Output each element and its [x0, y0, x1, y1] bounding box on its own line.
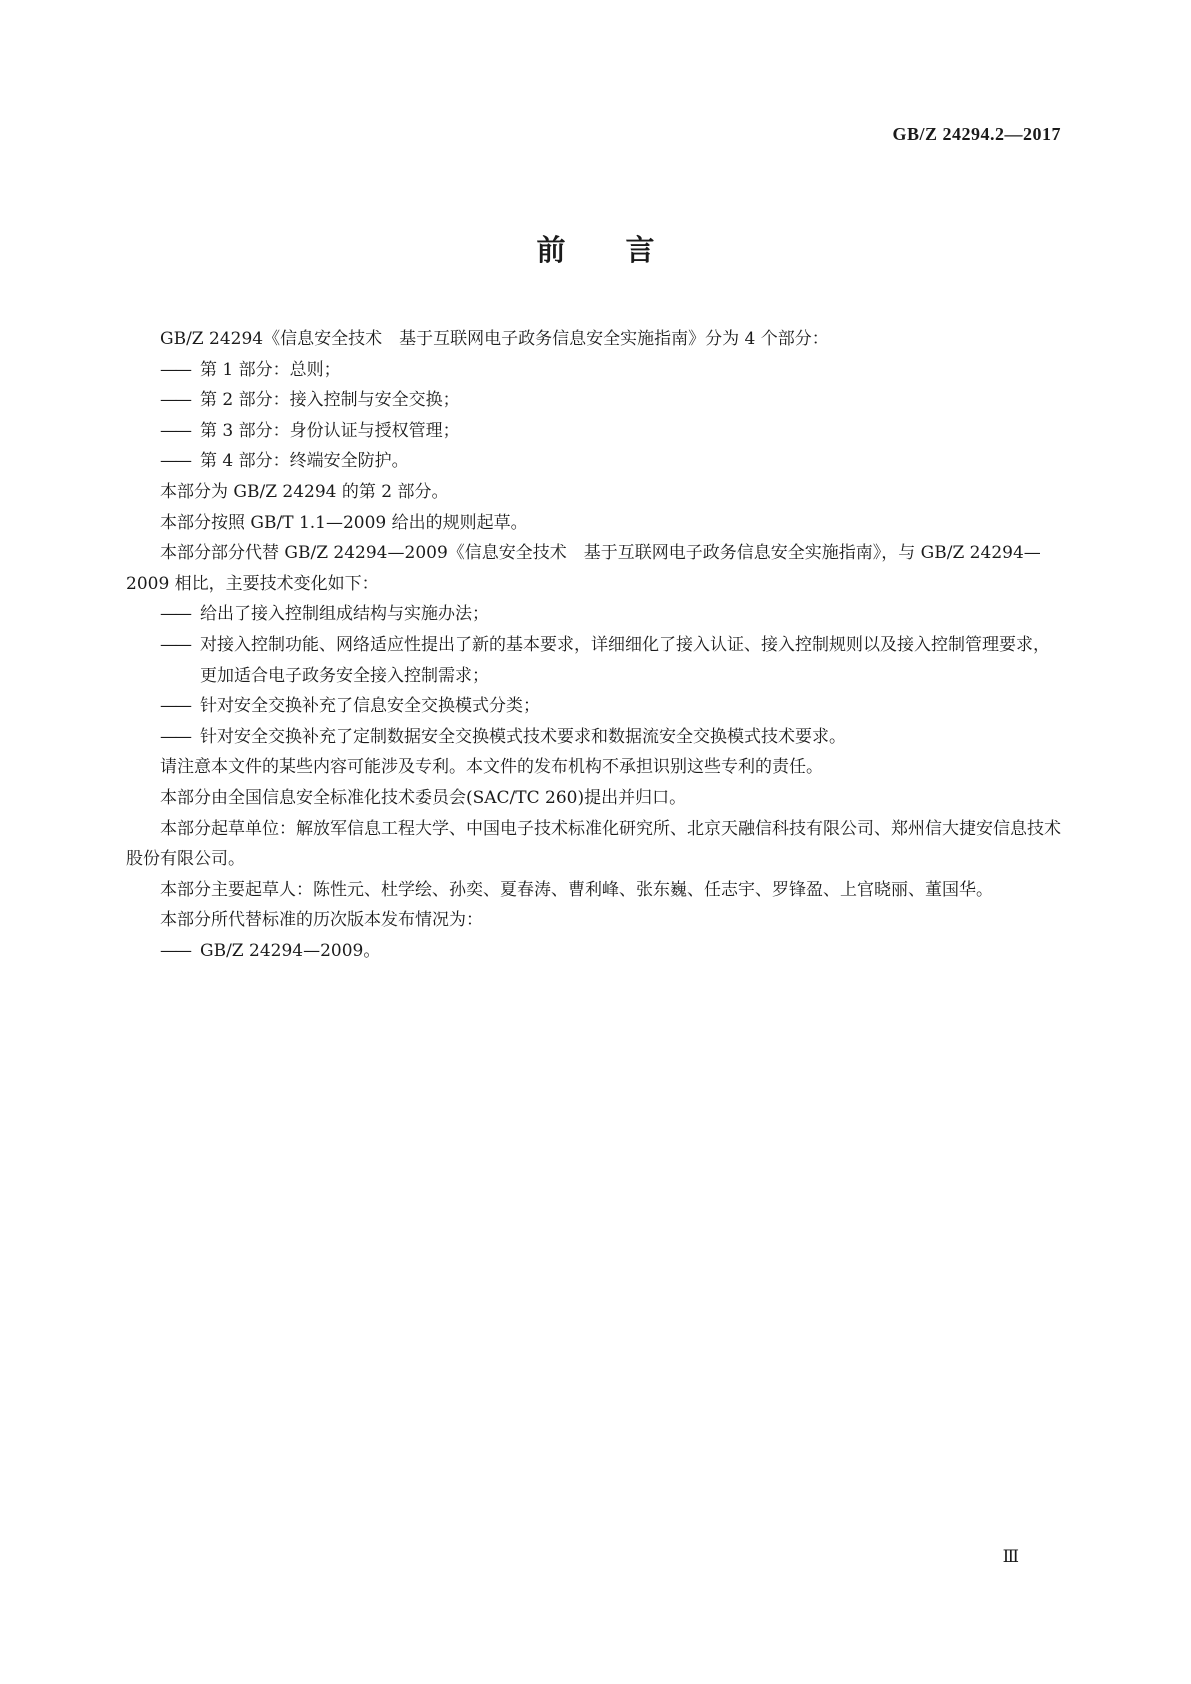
- intro-paragraph: GB/Z 24294《信息安全技术 基于互联网电子政务信息安全实施指南》分为 4 个部分：: [160, 329, 829, 349]
- drafters-paragraph: 本部分主要起草人：陈性元、杜学绘、孙奕、夏春涛、曹利峰、张东巍、任志宇、罗锋盈、上官晓丽、董国华。: [160, 879, 993, 900]
- dash-mark: ——: [160, 359, 190, 380]
- dash-mark: ——: [160, 604, 190, 625]
- list-item: —— 第 3 部分：身份认证与授权管理；: [126, 416, 1064, 447]
- part-of-paragraph: 本部分为 GB/Z 24294 的第 2 部分。: [160, 481, 449, 502]
- dash-mark: ——: [160, 390, 190, 411]
- replaces-paragraph: 本部分部分代替 GB/Z 24294—2009《信息安全技术 基于互联网电子政务信息安全实施指南》，与 GB/Z 24294—2009 相比，主要技术变化如下：: [126, 543, 1041, 594]
- list-item: —— 针对安全交换补充了信息安全交换模式分类；: [126, 691, 1064, 722]
- list-item: —— 第 4 部分：终端安全防护。: [126, 446, 1064, 477]
- standard-code: GB/Z 24294.2—2017: [892, 124, 1061, 144]
- patent-paragraph: 请注意本文件的某些内容可能涉及专利。本文件的发布机构不承担识别这些专利的责任。: [160, 757, 823, 778]
- dash-mark: ——: [160, 634, 190, 655]
- page-number: Ⅲ: [1002, 1547, 1019, 1566]
- list-item: —— 给出了接入控制组成结构与实施办法；: [126, 599, 1064, 630]
- dash-mark: ——: [160, 451, 190, 472]
- dash-mark: ——: [160, 420, 190, 441]
- rules-paragraph: 本部分按照 GB/T 1.1—2009 给出的规则起草。: [160, 512, 528, 533]
- list-item: —— 对接入控制功能、网络适应性提出了新的基本要求，详细细化了接入认证、接入控制规则以及接入控制管理要求，更加适合电子政务安全接入控制需求；: [126, 630, 1064, 691]
- dash-mark: ——: [160, 726, 190, 747]
- list-item: —— 针对安全交换补充了定制数据安全交换模式技术要求和数据流安全交换模式技术要求。: [126, 722, 1064, 753]
- dash-mark: ——: [160, 940, 190, 961]
- dash-mark: ——: [160, 696, 190, 717]
- list-item: —— 第 1 部分：总则；: [126, 355, 1064, 386]
- units-paragraph: 本部分起草单位：解放军信息工程大学、中国电子技术标准化研究所、北京天融信科技有限公司、郑州信大捷安信息技术股份有限公司。: [126, 818, 1061, 870]
- list-item: —— 第 2 部分：接入控制与安全交换；: [126, 385, 1064, 416]
- page-title: 前言: [536, 233, 715, 267]
- committee-paragraph: 本部分由全国信息安全标准化技术委员会(SAC/TC 260)提出并归口。: [160, 787, 687, 808]
- list-item: —— GB/Z 24294—2009。: [126, 936, 1064, 967]
- history-paragraph: 本部分所代替标准的历次版本发布情况为：: [160, 910, 483, 931]
- document-body: [126, 324, 1064, 966]
